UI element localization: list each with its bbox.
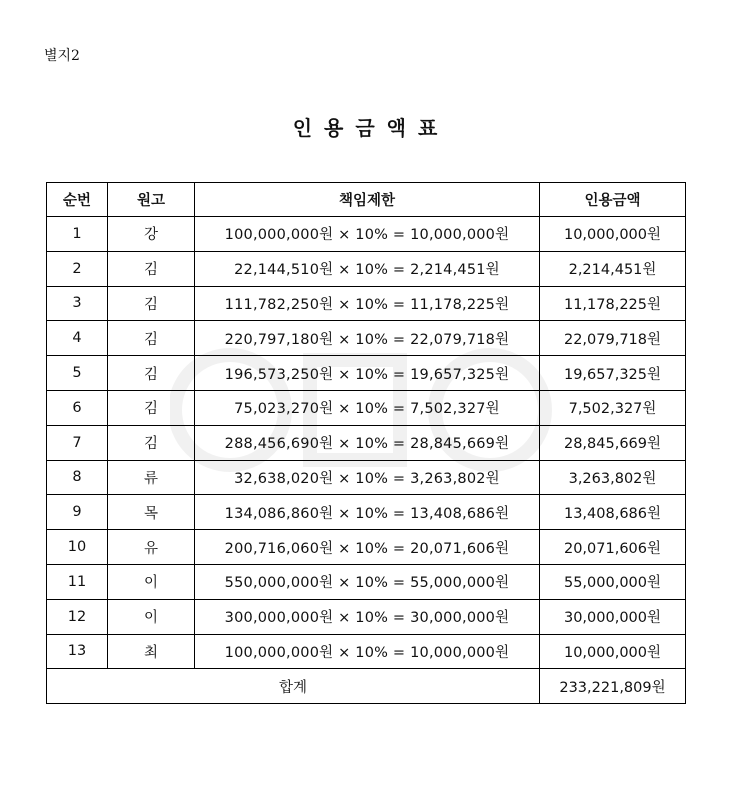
row-liability: 75,023,270원 × 10% = 7,502,327원 [195,390,540,425]
row-liability: 300,000,000원 × 10% = 30,000,000원 [195,599,540,634]
row-no: 13 [47,634,108,669]
row-plaintiff: 유 [108,530,195,565]
row-no: 7 [47,425,108,460]
table-row [47,564,686,599]
row-amount: 28,845,669원 [540,425,686,460]
row-liability: 200,716,060원 × 10% = 20,071,606원 [195,530,540,565]
total-amount: 233,221,809원 [540,669,686,704]
row-liability: 111,782,250원 × 10% = 11,178,225원 [195,286,540,321]
row-plaintiff: 김 [108,286,195,321]
row-amount: 10,000,000원 [540,217,686,252]
row-plaintiff: 이 [108,599,195,634]
row-plaintiff: 김 [108,356,195,391]
table-row [47,634,686,669]
row-plaintiff: 이 [108,564,195,599]
row-no: 1 [47,217,108,252]
row-plaintiff: 김 [108,425,195,460]
row-liability: 32,638,020원 × 10% = 3,263,802원 [195,460,540,495]
header-amount: 인용금액 [540,183,686,217]
row-no: 10 [47,530,108,565]
row-amount: 20,071,606원 [540,530,686,565]
row-amount: 13,408,686원 [540,495,686,530]
row-no: 2 [47,251,108,286]
row-plaintiff: 강 [108,217,195,252]
row-no: 4 [47,321,108,356]
row-liability: 196,573,250원 × 10% = 19,657,325원 [195,356,540,391]
row-no: 5 [47,356,108,391]
row-plaintiff: 류 [108,460,195,495]
row-no: 9 [47,495,108,530]
table-header-row [47,183,686,217]
table-row [47,530,686,565]
row-no: 8 [47,460,108,495]
header-liability: 책임제한 [195,183,540,217]
table-row [47,251,686,286]
row-amount: 22,079,718원 [540,321,686,356]
total-row [47,669,686,704]
header-plaintiff: 원고 [108,183,195,217]
row-amount: 11,178,225원 [540,286,686,321]
table-row [47,495,686,530]
table-row [47,217,686,252]
table-row [47,425,686,460]
header-no: 순번 [47,183,108,217]
row-plaintiff: 목 [108,495,195,530]
row-liability: 100,000,000원 × 10% = 10,000,000원 [195,217,540,252]
document-title: 인용금액표 [292,116,450,140]
row-amount: 2,214,451원 [540,251,686,286]
row-no: 6 [47,390,108,425]
row-no: 3 [47,286,108,321]
row-plaintiff: 김 [108,321,195,356]
table-row [47,321,686,356]
row-liability: 220,797,180원 × 10% = 22,079,718원 [195,321,540,356]
row-no: 11 [47,564,108,599]
attachment-label: 별지2 [44,48,80,64]
row-liability: 550,000,000원 × 10% = 55,000,000원 [195,564,540,599]
table-row [47,599,686,634]
row-liability: 288,456,690원 × 10% = 28,845,669원 [195,425,540,460]
row-amount: 30,000,000원 [540,599,686,634]
row-amount: 19,657,325원 [540,356,686,391]
row-plaintiff: 김 [108,390,195,425]
row-liability: 100,000,000원 × 10% = 10,000,000원 [195,634,540,669]
row-no: 12 [47,599,108,634]
row-amount: 7,502,327원 [540,390,686,425]
row-plaintiff: 최 [108,634,195,669]
total-label: 합계 [47,669,540,704]
row-amount: 10,000,000원 [540,634,686,669]
row-liability: 22,144,510원 × 10% = 2,214,451원 [195,251,540,286]
row-amount: 55,000,000원 [540,564,686,599]
table-row [47,390,686,425]
table-row [47,356,686,391]
table-row [47,286,686,321]
row-amount: 3,263,802원 [540,460,686,495]
table-row [47,460,686,495]
row-liability: 134,086,860원 × 10% = 13,408,686원 [195,495,540,530]
row-plaintiff: 김 [108,251,195,286]
award-amount-table [46,182,686,704]
